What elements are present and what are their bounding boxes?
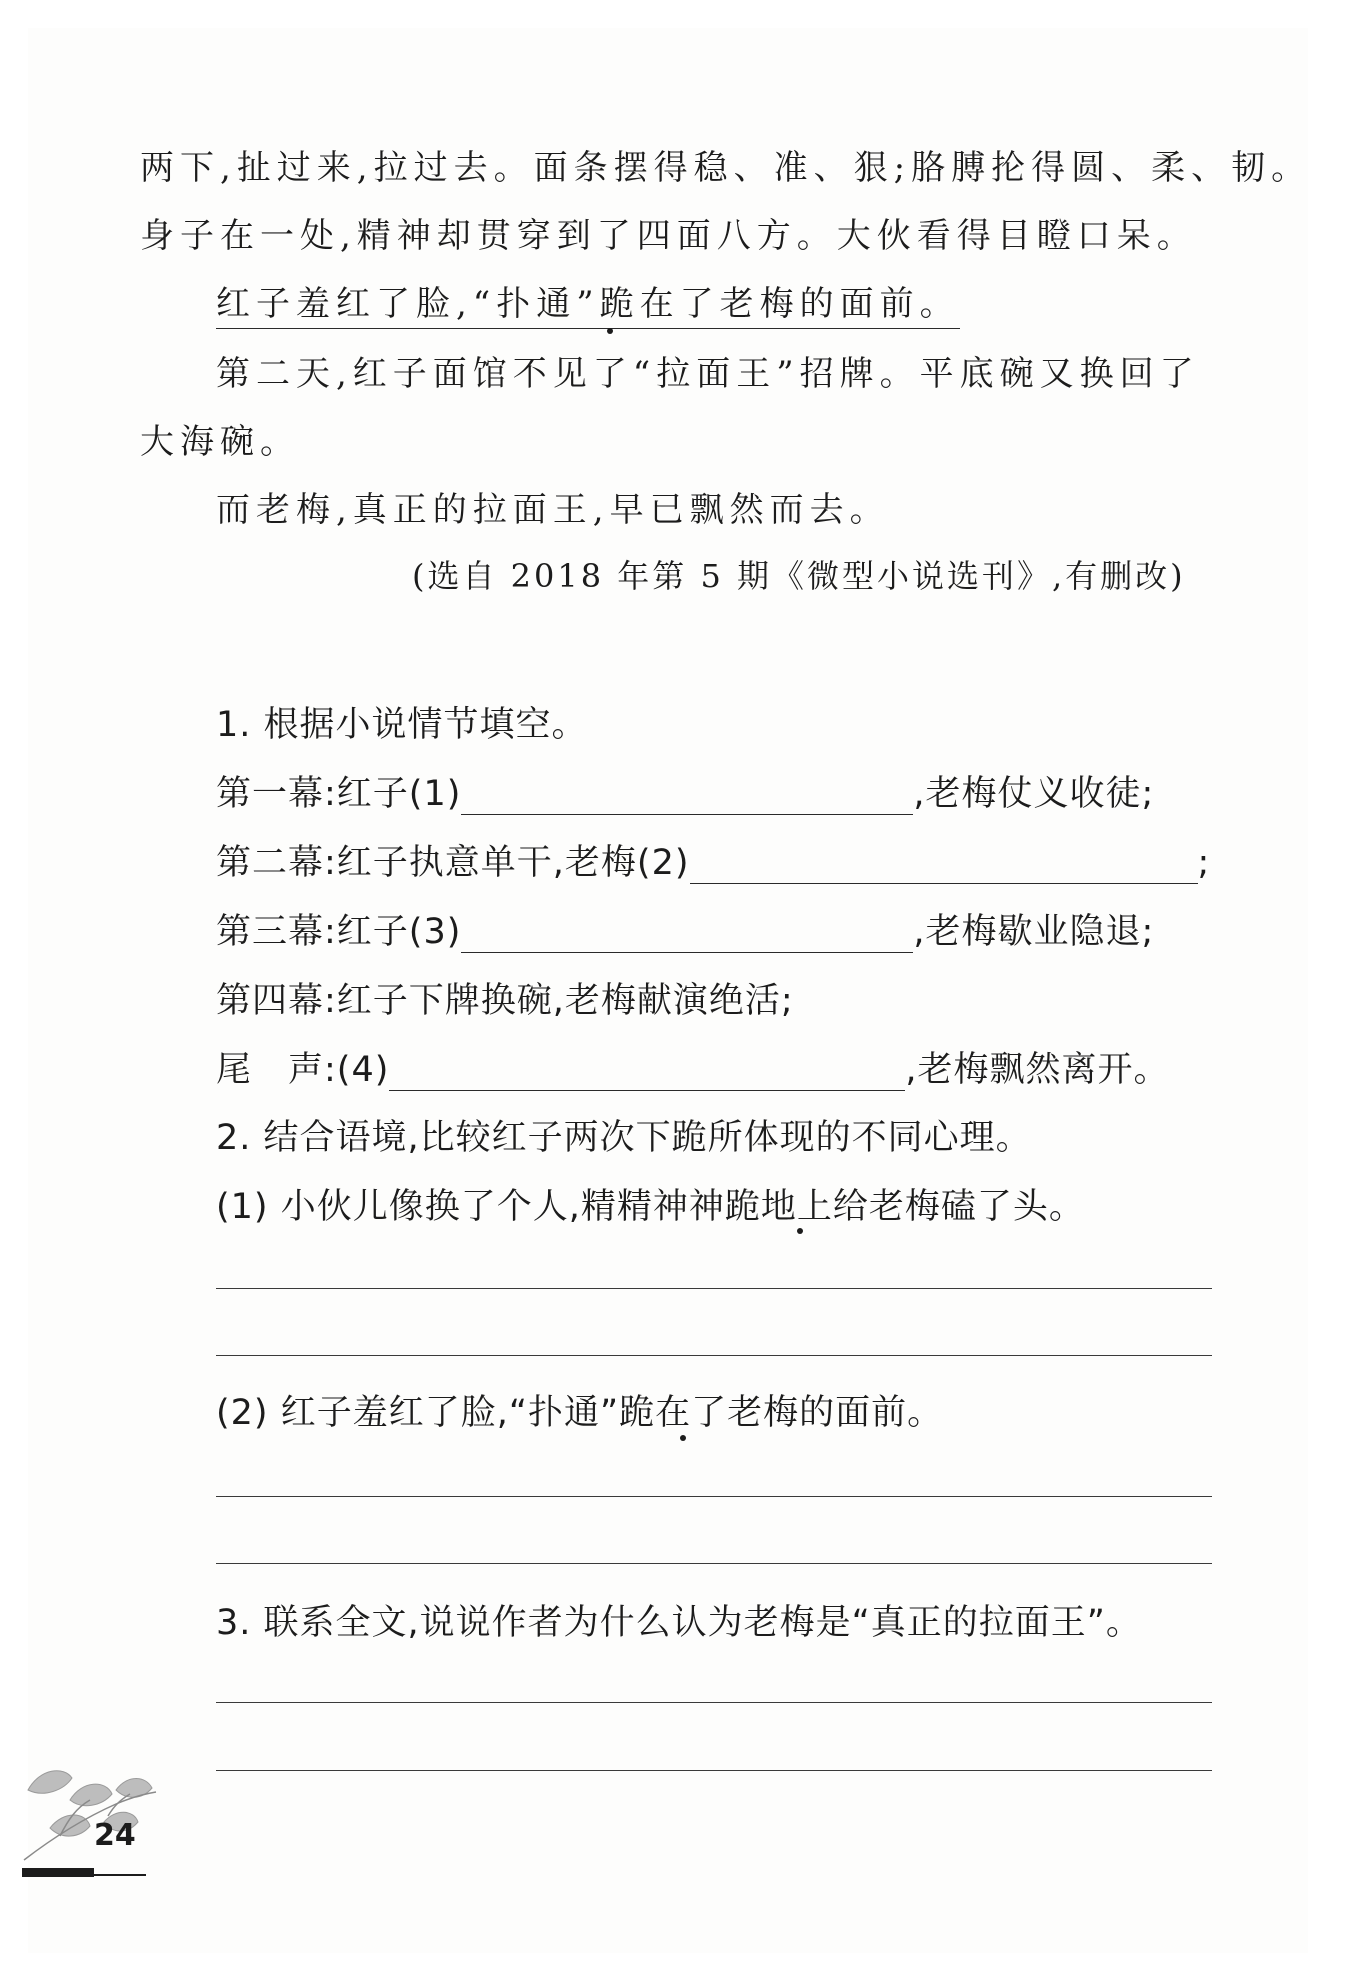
q2-sub2: (2) 红子羞红了脸,“扑通”跪在了老梅的面前。 (216, 1393, 944, 1433)
story-line-5: 大海碗。 (140, 422, 300, 462)
answer-line[interactable] (216, 1496, 1212, 1497)
act1-suffix: ,老梅仗义收徒; (913, 774, 1155, 814)
q1-act2 (216, 835, 1210, 885)
story-line-3-underlined (216, 276, 960, 325)
emphasis-dot (607, 328, 613, 334)
act2-suffix: ; (1197, 843, 1211, 883)
answer-line[interactable] (216, 1355, 1212, 1356)
answer-blank-1[interactable] (461, 774, 913, 815)
emphasis-dot (680, 1435, 686, 1441)
act3-suffix: ,老梅歇业隐退; (913, 912, 1155, 952)
q2-prompt: 2. 结合语境,比较红子两次下跪所体现的不同心理。 (216, 1118, 1032, 1158)
leaf-decoration-icon (20, 1760, 160, 1870)
story-line-6: 而老梅,真正的拉面王,早已飘然而去。 (216, 490, 890, 530)
answer-line[interactable] (216, 1563, 1212, 1564)
q1-act4: 第四幕:红子下牌换碗,老梅献演绝活; (216, 981, 794, 1021)
source-citation: (选自 2018 年第 5 期《微型小说选刊》,有删改) (412, 557, 1186, 595)
q1-prompt: 1. 根据小说情节填空。 (216, 705, 588, 745)
coda-label: 尾 声:(4) (216, 1050, 390, 1090)
answer-line[interactable] (216, 1288, 1212, 1289)
footer-bar (22, 1868, 94, 1877)
underlined-sentence: 红子羞红了脸,“扑通”跪在了老梅的面前。 (216, 284, 960, 329)
story-line-1: 两下,扯过来,拉过去。面条摆得稳、准、狠;胳膊抡得圆、柔、韧。 (140, 148, 1312, 188)
answer-line[interactable] (216, 1702, 1212, 1703)
q1-act1 (216, 766, 1154, 816)
act1-prefix: 第一幕:红子(1) (216, 774, 462, 814)
footer-rule (94, 1874, 146, 1876)
answer-blank-3[interactable] (461, 912, 913, 953)
answer-blank-4[interactable] (389, 1050, 905, 1091)
q3-prompt: 3. 联系全文,说说作者为什么认为老梅是“真正的拉面王”。 (216, 1603, 1142, 1643)
page-number: 24 (94, 1818, 136, 1853)
coda-suffix: ,老梅飘然离开。 (905, 1050, 1170, 1090)
answer-blank-2[interactable] (690, 843, 1198, 884)
story-line-2: 身子在一处,精神却贯穿到了四面八方。大伙看得目瞪口呆。 (140, 216, 1197, 256)
emphasis-dot (797, 1228, 803, 1234)
act2-prefix: 第二幕:红子执意单干,老梅(2) (216, 843, 690, 883)
story-line-4: 第二天,红子面馆不见了“拉面王”招牌。平底碗又换回了 (216, 354, 1200, 394)
act3-prefix: 第三幕:红子(3) (216, 912, 462, 952)
q1-coda (216, 1042, 1170, 1092)
q2-sub1: (1) 小伙儿像换了个人,精精神神跪地上给老梅磕了头。 (216, 1187, 1085, 1227)
answer-line[interactable] (216, 1770, 1212, 1771)
q1-act3 (216, 904, 1154, 954)
